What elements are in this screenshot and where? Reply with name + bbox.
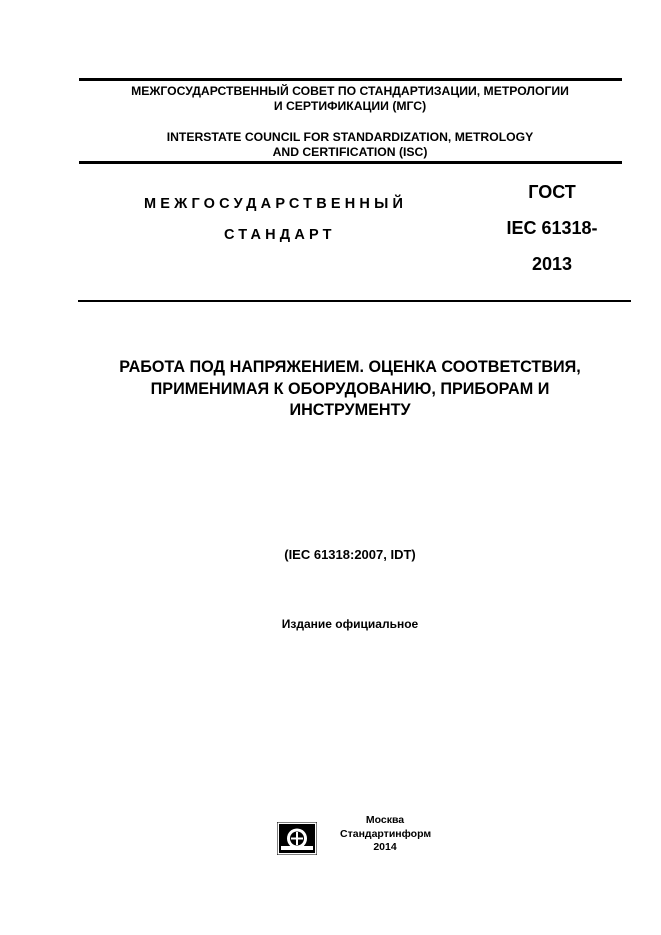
designation-divider [78,300,631,302]
council-ru-line-2: И СЕРТИФИКАЦИИ (МГС) [273,99,427,113]
header-divider [79,161,622,164]
international-reference: (IEC 61318:2007, IDT) [284,547,416,562]
standartinform-logo-icon [277,822,317,855]
title-line-2: ПРИМЕНИМАЯ К ОБОРУДОВАНИЮ, ПРИБОРАМ И [150,379,550,398]
standard-type-line-2: СТАНДАРТ [224,227,336,243]
imprint-city: Москва [365,814,405,826]
standard-type-line-1: МЕЖГОСУДАРСТВЕННЫЙ [144,196,408,212]
council-name-en [80,130,620,160]
council-en-line-2: AND CERTIFICATION (ISC) [272,145,428,159]
designation-line-3: 2013 [531,254,573,274]
designation-line-2: IEC 61318- [506,218,598,238]
top-rule [79,78,622,81]
council-name-ru [80,84,620,114]
imprint-publisher: Стандартинформ [340,827,432,840]
title-line-3: ИНСТРУМЕНТУ [289,401,411,419]
council-ru-line-1: МЕЖГОСУДАРСТВЕННЫЙ СОВЕТ ПО СТАНДАРТИЗАЦИИ, МЕТРОЛОГИИ [131,84,569,98]
imprint-year: 2014 [373,841,397,853]
title-line-1: РАБОТА ПОД НАПРЯЖЕНИЕМ. ОЦЕНКА СООТВЕТСТВИЯ, [119,358,581,376]
publisher-imprint [340,814,430,855]
document-title [70,357,630,422]
standard-designation [492,174,612,282]
edition-note: Издание официальное [281,617,419,631]
council-en-line-1: INTERSTATE COUNCIL FOR STANDARDIZATION, METROLOGY [166,130,534,144]
designation-line-1: ГОСТ [528,182,576,202]
